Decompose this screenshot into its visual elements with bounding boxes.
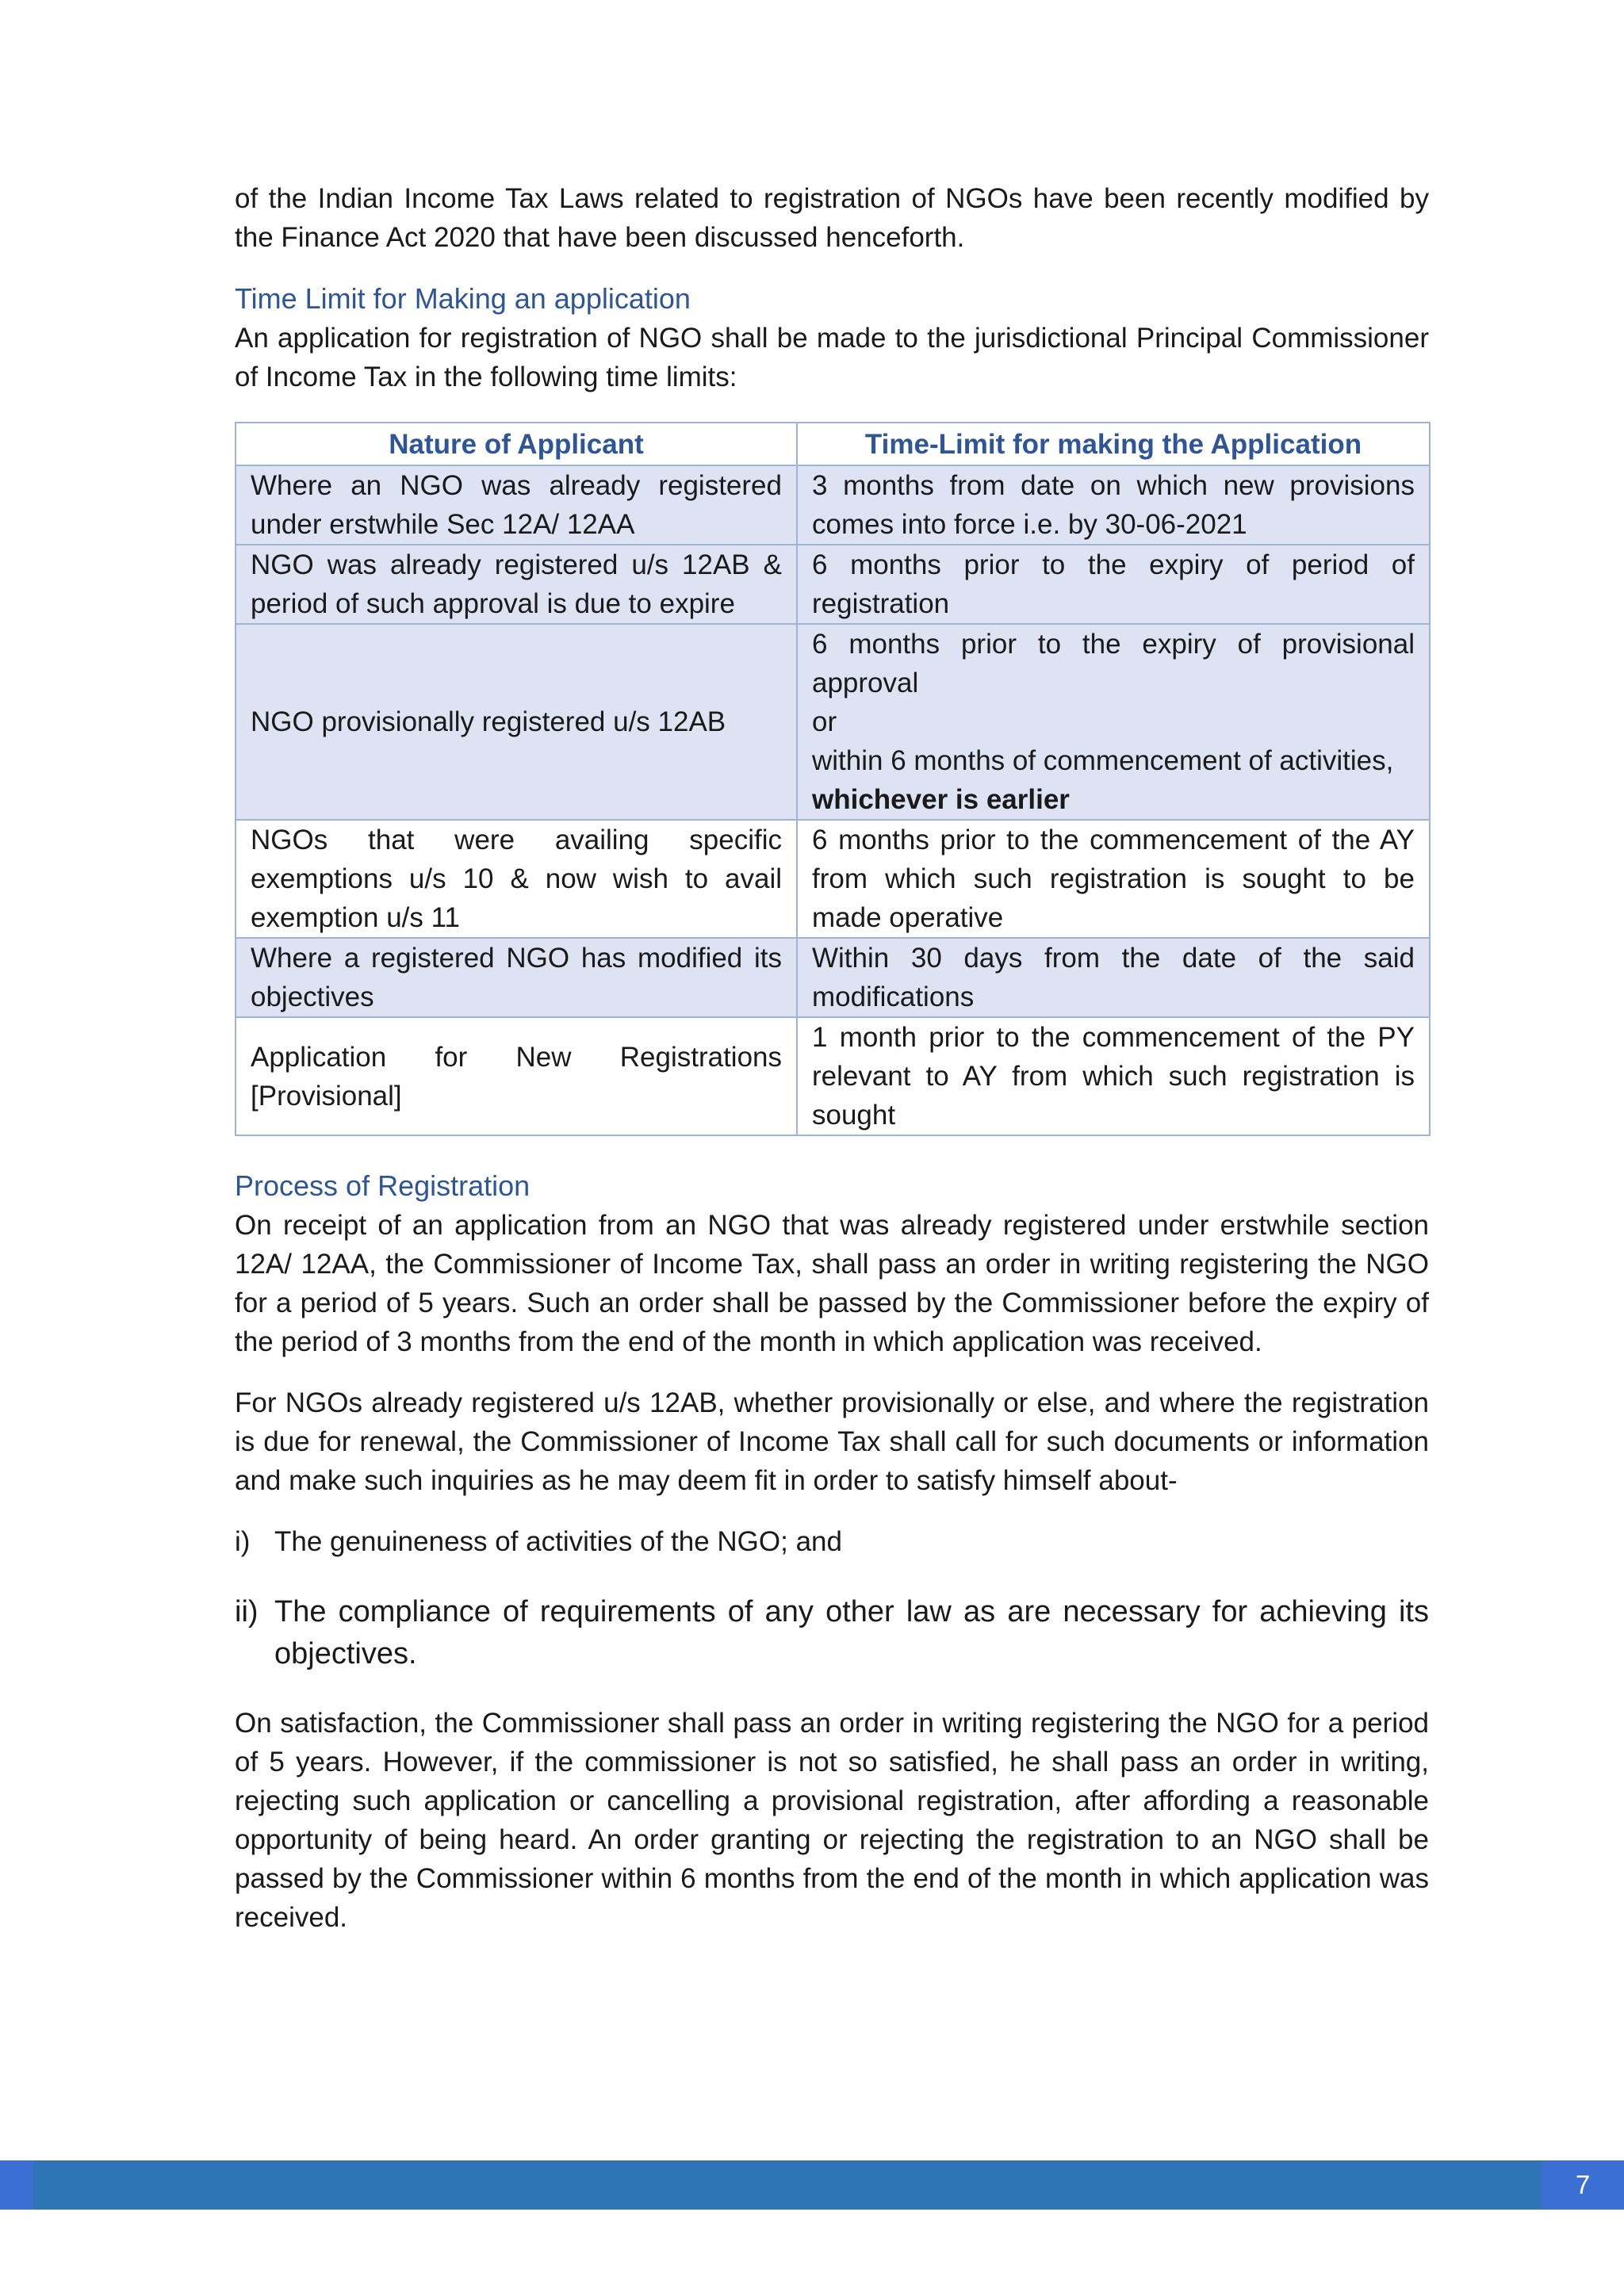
process-heading: Process of Registration <box>235 1169 530 1202</box>
time-limit-table <box>235 422 1431 1136</box>
list-text: The compliance of requirements of any other law as are necessary for achieving its objectives. <box>274 1595 1429 1670</box>
header-nature: Nature of Applicant <box>236 423 797 465</box>
table-row <box>236 938 1430 1017</box>
time-limit-paragraph: An application for registration of NGO shall be made to the jurisdictional Principal Commissioner of Income Tax in the following time limits: <box>235 323 1429 392</box>
list-marker: ii) <box>235 1595 259 1628</box>
limit-cell: Within 30 days from the date of the said modifications <box>797 938 1430 1017</box>
nature-cell: NGOs that were availing specific exemptions u/s 10 & now wish to avail exemption u/s 11 <box>236 820 797 938</box>
nature-cell: NGO provisionally registered u/s 12AB <box>236 624 797 820</box>
nature-cell: Where a registered NGO has modified its objectives <box>236 938 797 1017</box>
process-paragraph-1: On receipt of an application from an NGO that was already registered under erstwhile section 12A/ 12AA, the Commissioner of Income Tax, shall pass an order in writing registering the NGO for a period of 5 years. Such an order shall be passed by the Commissioner before the expiry of the period of 3 months from the end of the month in which application was received. <box>235 1210 1429 1357</box>
limit-line: 6 months prior to the expiry of provisional approval <box>812 629 1415 698</box>
list-text: The genuineness of activities of the NGO; and <box>274 1526 842 1557</box>
limit-line: within 6 months of commencement of activities, <box>812 745 1394 776</box>
limit-cell <box>797 624 1430 820</box>
nature-cell: NGO was already registered u/s 12AB & period of such approval is due to expire <box>236 545 797 624</box>
process-paragraph-2: For NGOs already registered u/s 12AB, whether provisionally or else, and where the registration is due for renewal, the Commissioner of Income Tax shall call for such documents or information and make such inquiries as he may deem fit in order to satisfy himself about- <box>235 1387 1429 1496</box>
limit-line-bold <box>812 780 1415 819</box>
intro-paragraph: of the Indian Income Tax Laws related to registration of NGOs have been recently modified by the Finance Act 2020 that have been discussed henceforth. <box>235 183 1429 253</box>
footer-bar <box>0 2160 1624 2210</box>
table-row <box>236 465 1430 545</box>
table-header-row <box>236 423 1430 465</box>
limit-bold-text: whichever is earlier <box>812 784 1070 815</box>
list-item <box>235 1522 1429 1561</box>
nature-cell: Where an NGO was already registered under erstwhile Sec 12A/ 12AA <box>236 465 797 545</box>
footer-edge-accent <box>0 2160 33 2210</box>
nature-cell: Application for New Registrations [Provisional] <box>236 1017 797 1135</box>
time-limit-heading: Time Limit for Making an application <box>235 282 691 315</box>
page-number: 7 <box>1542 2160 1624 2210</box>
limit-cell: 3 months from date on which new provisions comes into force i.e. by 30-06-2021 <box>797 465 1430 545</box>
table-row <box>236 624 1430 820</box>
header-time-limit: Time-Limit for making the Application <box>797 423 1430 465</box>
list-item <box>235 1591 1429 1675</box>
list-marker: i) <box>235 1526 251 1557</box>
process-paragraph-3: On satisfaction, the Commissioner shall pass an order in writing registering the NGO for a period of 5 years. However, if the commissioner is not so satisfied, he shall pass an order in writing, rejecting such application or cancelling a provisional registration, after affording a reasonable opportunity of being heard. An order granting or rejecting the registration to an NGO shall be passed by the Commissioner within 6 months from the end of the month in which application was received. <box>235 1708 1429 1933</box>
limit-line: or <box>812 706 837 737</box>
limit-cell: 6 months prior to the commencement of the AY from which such registration is sought to be made operative <box>797 820 1430 938</box>
table-row <box>236 1017 1430 1135</box>
page-content <box>235 179 1429 1937</box>
table-row <box>236 820 1430 938</box>
table-row <box>236 545 1430 624</box>
limit-cell: 1 month prior to the commencement of the PY relevant to AY from which such registration is sought <box>797 1017 1430 1135</box>
limit-cell: 6 months prior to the expiry of period of registration <box>797 545 1430 624</box>
